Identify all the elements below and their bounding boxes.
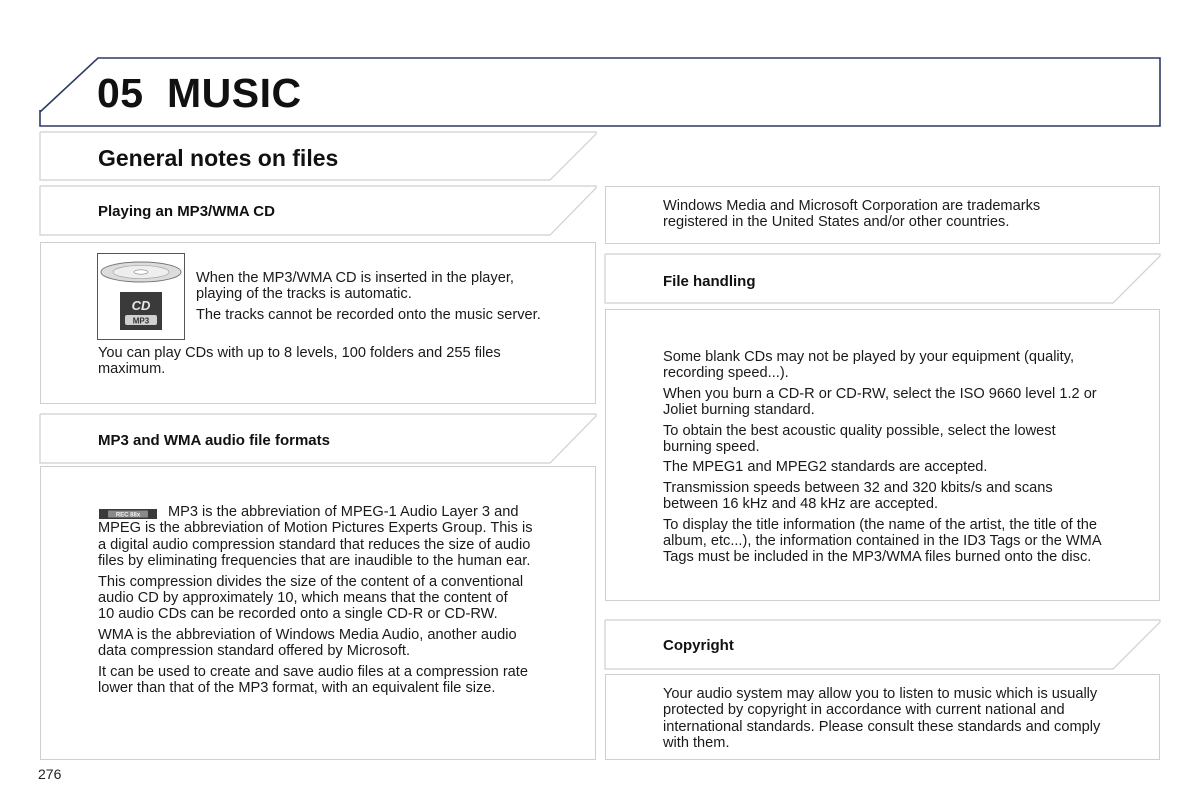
text-line: lower than that of the MP3 format, with an equivalent file size. [98, 680, 496, 697]
text-line: recording speed...). [663, 365, 789, 382]
chapter-title: MUSIC [167, 70, 302, 116]
text-line: To obtain the best acoustic quality possible, select the lowest [663, 422, 1056, 439]
text-line: MPEG is the abbreviation of Motion Pictures Experts Group. This is [98, 520, 533, 537]
file-handling-heading: File handling [663, 273, 756, 290]
formats-text [98, 504, 588, 696]
text-line: The MPEG1 and MPEG2 standards are accepted. [663, 459, 988, 476]
text-line: burning speed. [663, 439, 760, 456]
copyright-text [663, 686, 1155, 752]
text-line: When the MP3/WMA CD is inserted in the player, [196, 270, 514, 286]
mp3-badge: MP3 [132, 316, 150, 326]
text-line: data compression standard offered by Microsoft. [98, 643, 411, 660]
text-line: between 16 kHz and 48 kHz are accepted. [663, 496, 939, 513]
text-line: When you burn a CD-R or CD-RW, select the ISO 9660 level 1.2 or [663, 385, 1097, 402]
section-title: General notes on files [98, 145, 339, 171]
text-line: Tags must be included in the MP3/WMA files burned onto the disc. [663, 549, 1092, 566]
text-line: 10 audio CDs can be recorded onto a single CD-R or CD-RW. [98, 606, 498, 623]
copyright-heading: Copyright [663, 637, 734, 654]
mp3-cd-intro [196, 270, 586, 323]
text-line: Joliet burning standard. [663, 402, 815, 419]
trademark-text [663, 198, 1153, 231]
rec-label: REC 88x [115, 512, 141, 519]
text-line: protected by copyright in accordance with current national and [663, 702, 1065, 719]
mp3-cd-heading: Playing an MP3/WMA CD [98, 203, 275, 220]
text-line: Windows Media and Microsoft Corporation are trademarks [663, 198, 1041, 214]
text-line: with them. [663, 735, 730, 752]
text-line: files by eliminating frequencies that are inaudible to the human ear. [98, 553, 531, 570]
cd-label: CD [131, 298, 151, 313]
text-line: Some blank CDs may not be played by your equipment (quality, [663, 349, 1074, 365]
text-line: playing of the tracks is automatic. [196, 286, 412, 303]
text-line: maximum. [98, 361, 166, 378]
text-line: WMA is the abbreviation of Windows Media Audio, another audio [98, 626, 517, 643]
text-line: This compression divides the size of the content of a conventional [98, 573, 524, 590]
text-line: You can play CDs with up to 8 levels, 100 folders and 255 files [98, 345, 501, 361]
text-line: It can be used to create and save audio files at a compression rate [98, 663, 528, 680]
text-line: Transmission speeds between 32 and 320 kbits/s and scans [663, 479, 1053, 496]
chapter-number: 05 [97, 70, 144, 116]
mp3-cd-limits [98, 345, 588, 378]
text-line: audio CD by approximately 10, which means that the content of [98, 590, 508, 607]
text-line: MP3 is the abbreviation of MPEG-1 Audio Layer 3 and [168, 504, 519, 520]
text-line: registered in the United States and/or other countries. [663, 214, 1010, 231]
text-line: To display the title information (the name of the artist, the title of the [663, 516, 1097, 533]
text-line: international standards. Please consult these standards and comply [663, 718, 1101, 735]
cd-mp3-icon [97, 253, 185, 340]
text-line: album, etc...), the information contained in the ID3 Tags or the WMA [663, 533, 1102, 550]
text-line: a digital audio compression standard that reduces the size of audio [98, 536, 531, 553]
text-line: Your audio system may allow you to listen to music which is usually [663, 686, 1098, 702]
page-number: 276 [38, 766, 62, 782]
formats-heading: MP3 and WMA audio file formats [98, 432, 330, 449]
file-handling-text [663, 349, 1155, 566]
text-line: The tracks cannot be recorded onto the music server. [196, 306, 541, 323]
